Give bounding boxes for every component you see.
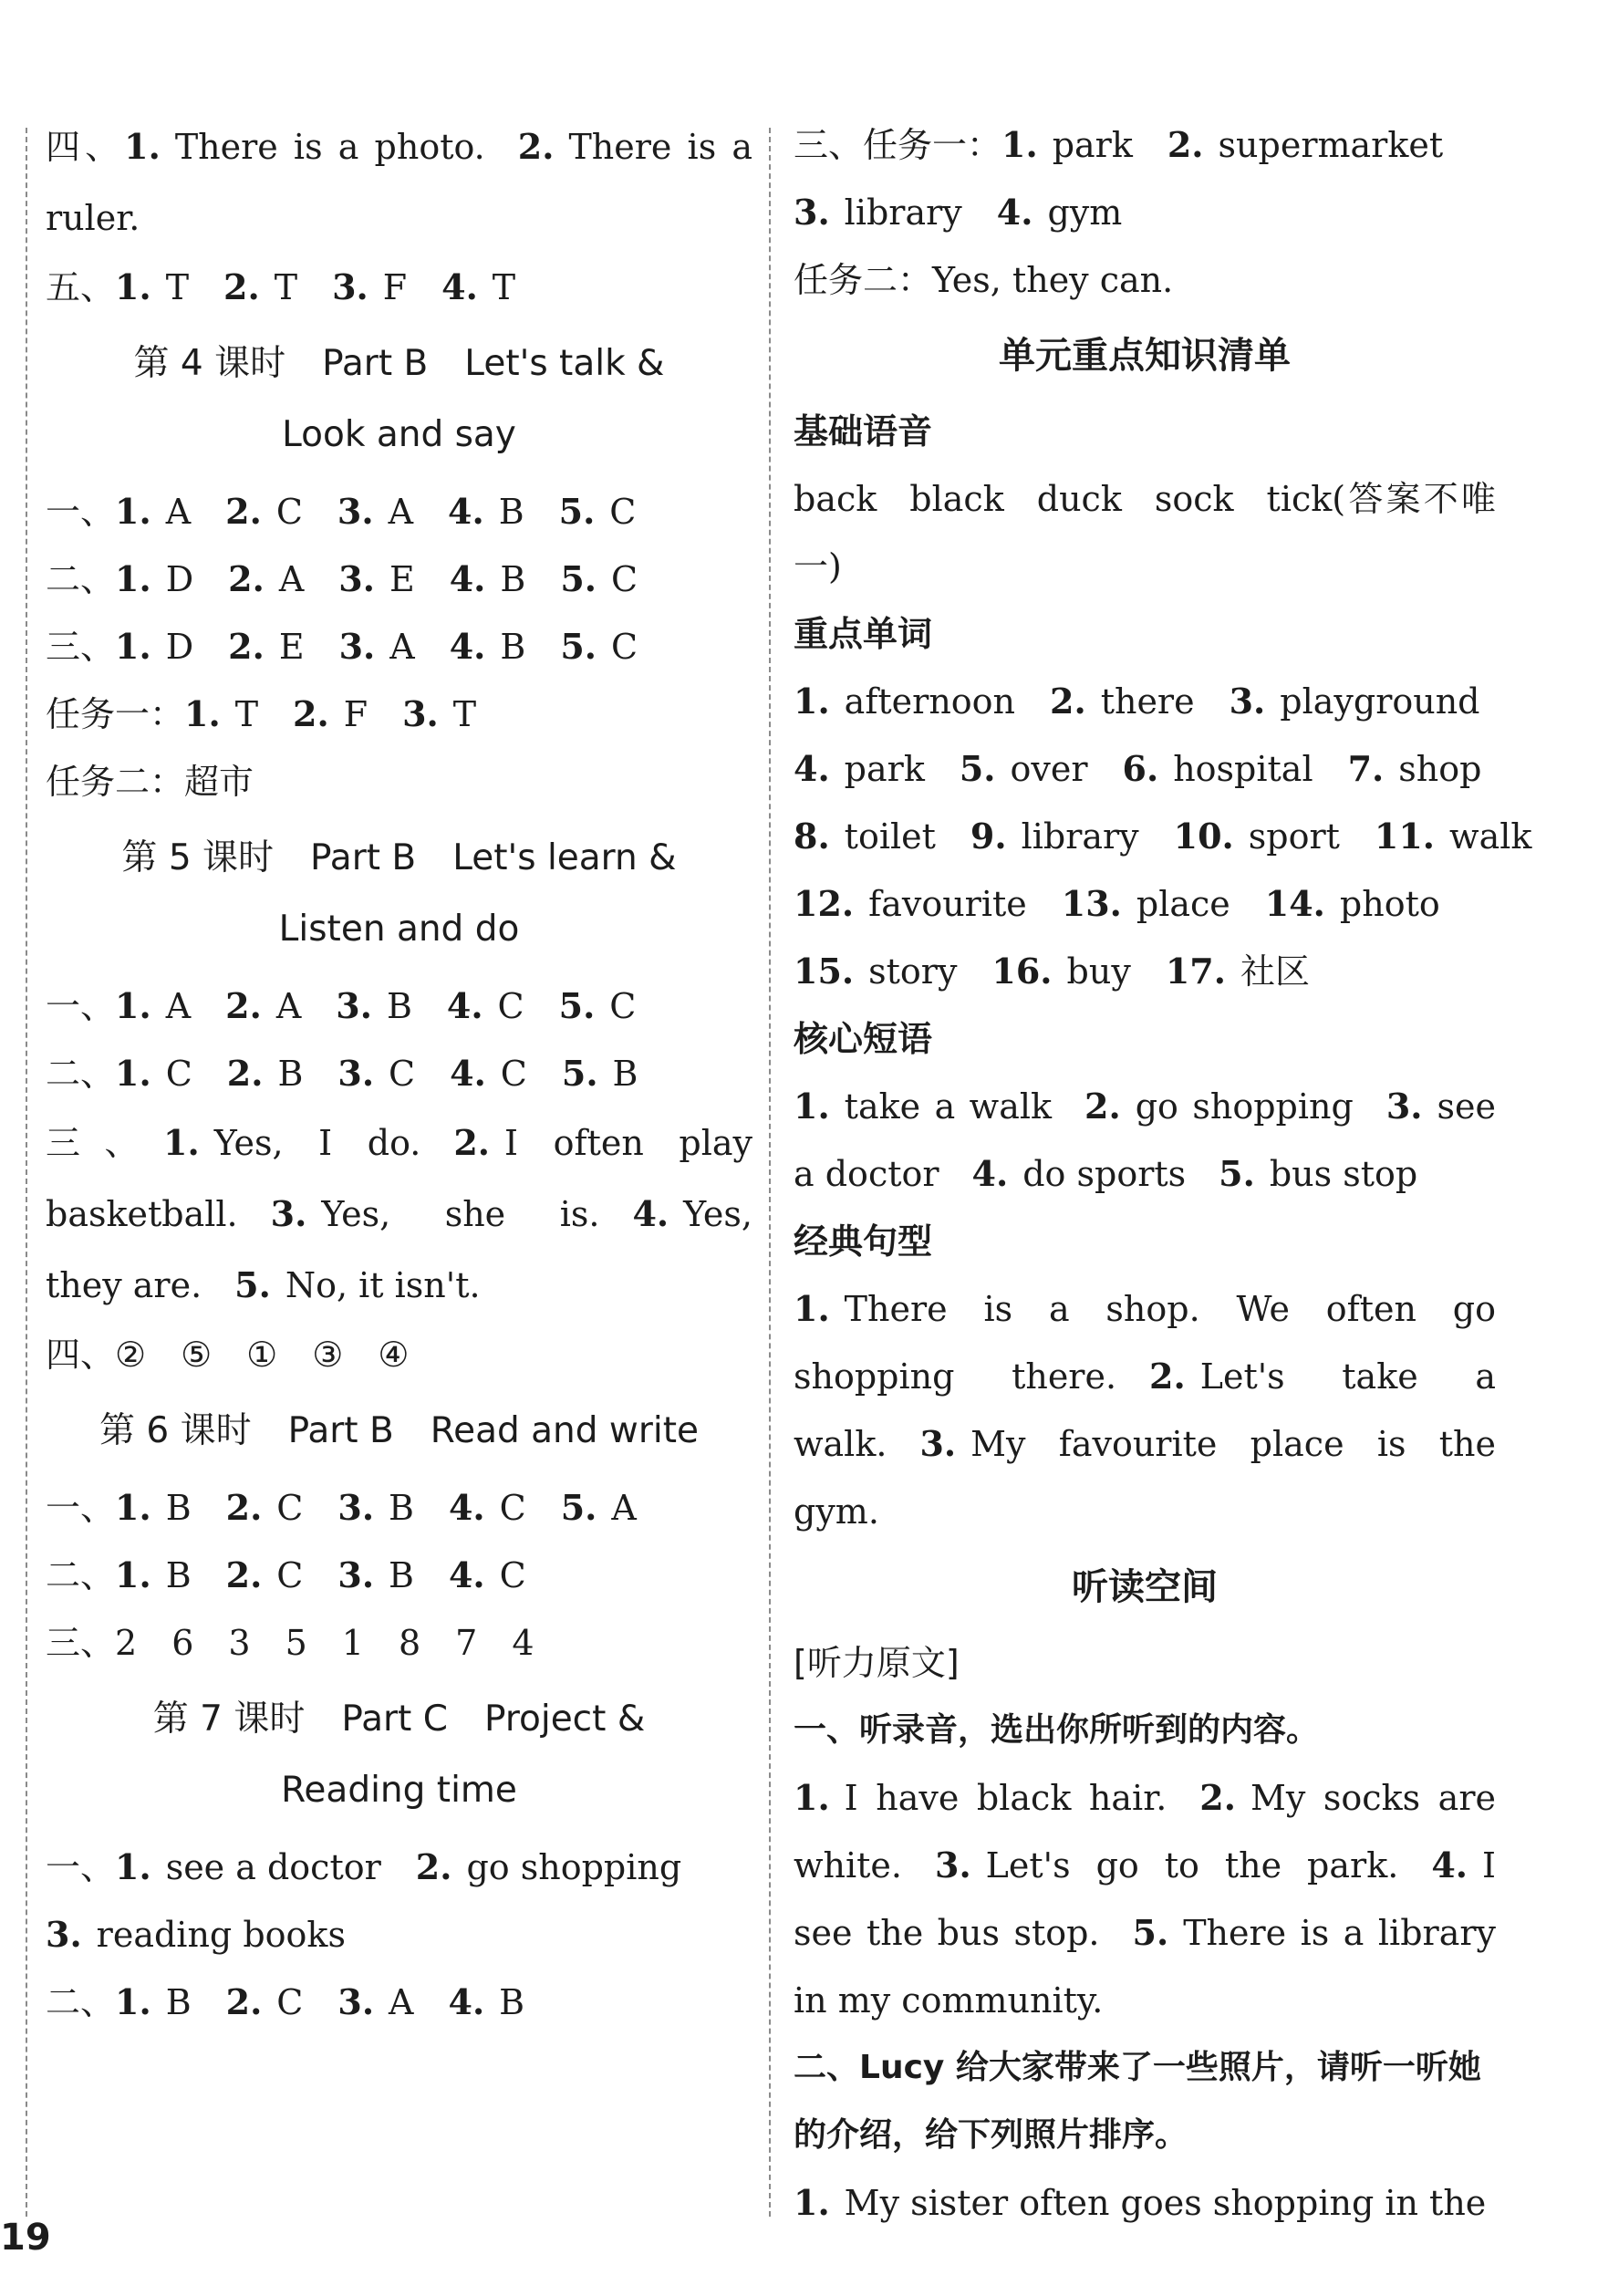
listening-title: 听读空间 <box>1072 1566 1218 1608</box>
lesson-heading-4: 第 4 课时 Part B Let's talk & Look and say <box>133 343 665 455</box>
lesson-heading-5: 第 5 课时 Part B Let's learn & Listen and do <box>121 837 677 950</box>
answer-row: 一、1. A 2. C 3. A 4. B 5. C <box>46 491 637 532</box>
answer-row: 3. library 4. gym <box>794 192 1123 233</box>
answer-row: 一、1. A 2. A 3. B 4. C 5. C <box>46 985 637 1026</box>
answer-row: 二、1. B 2. C 3. B 4. C <box>46 1554 526 1595</box>
question-2-script: 1. My sister often goes shopping in the <box>794 2182 1487 2223</box>
answer-row: 四、② ⑤ ① ③ ④ <box>46 1335 410 1375</box>
right-column <box>794 111 1532 2237</box>
answer-row-5: 五、1. T 2. T 3. F 4. T <box>46 266 516 307</box>
answer-text: There is a ruler. <box>46 127 752 238</box>
lesson-heading-6: 第 6 课时 Part B Read and write <box>99 1410 699 1451</box>
sentences-block: 1. There is a shop. We often go shopping there. 2. Let's take a walk. 3. My favourite place is the gym. <box>794 1288 1496 1532</box>
answer-block: 三、1. Yes, I do. 2. I often play basketball. 3. Yes, she is. 4. Yes, they are. 5. No, it isn't. <box>46 1122 752 1305</box>
unit-summary-title: 单元重点知识清单 <box>999 335 1291 377</box>
question-2-title: 二、Lucy 给大家带来了一些照片，请听一听她的介绍，给下列照片排序。 <box>794 2049 1481 2154</box>
vocab-row: 4. park 5. over 6. hospital 7. shop <box>794 748 1482 789</box>
vocab-heading: 重点单词 <box>794 614 933 654</box>
vocab-row: 8. toilet 9. library 10. sport 11. walk <box>794 816 1532 857</box>
question-1-title: 一、听录音，选出你所听到的内容。 <box>794 1711 1320 1749</box>
answer-row: 二、1. D 2. A 3. E 4. B 5. C <box>46 558 638 599</box>
answer-row: 一、1. B 2. C 3. B 4. C 5. A <box>46 1487 637 1528</box>
page-number: 19 <box>0 2217 51 2259</box>
answer-row: 二、1. C 2. B 3. C 4. C 5. B <box>46 1053 638 1094</box>
question-1-script: 1. I have black hair. 2. My socks are white. 3. Let's go to the park. 4. I see the bus stop. 5. There is a library in my community. <box>794 1777 1496 2021</box>
vocab-row: 1. afternoon 2. there 3. playground <box>794 680 1480 722</box>
section-label: 五、 <box>46 267 116 307</box>
answer-row: 任务一：1. T 2. F 3. T <box>46 693 477 734</box>
column-divider <box>769 128 771 2217</box>
section-label: 四、 <box>46 127 125 167</box>
vocab-row: 12. favourite 13. place 14. photo <box>794 883 1440 924</box>
answer-row: 三、任务一：1. park 2. supermarket <box>794 124 1444 165</box>
vocab-row: 15. story 16. buy 17. 社区 <box>794 951 1310 992</box>
answer-row: 二、1. B 2. C 3. A 4. B <box>46 1981 525 2022</box>
phrases-heading: 核心短语 <box>794 1019 933 1059</box>
answer-block-4: 四、1. There is a photo. 2. There is a ruler. <box>46 126 752 238</box>
lesson-heading-7: 第 7 课时 Part C Project & Reading time <box>152 1699 646 1811</box>
answer-row: 任务二：超市 <box>46 762 254 802</box>
sentences-heading: 经典句型 <box>794 1221 933 1262</box>
answer-row: 三、2 6 3 5 1 8 7 4 <box>46 1623 534 1663</box>
phonics-words: back black duck sock tick(答案不唯一) <box>794 479 1496 587</box>
phonics-heading: 基础语音 <box>794 411 933 452</box>
answer-text: There is a photo. <box>174 127 485 167</box>
left-column <box>46 111 752 2036</box>
left-dashed-rule <box>26 128 27 2217</box>
answer-row: 三、1. D 2. E 3. A 4. B 5. C <box>46 626 638 667</box>
answer-row: 3. reading books <box>46 1914 346 1955</box>
answer-row: 一、1. see a doctor 2. go shopping <box>46 1846 682 1887</box>
answer-row: 任务二：Yes, they can. <box>794 260 1174 300</box>
phrases-block: 1. take a walk 2. go shopping 3. see a doctor 4. do sports 5. bus stop <box>794 1086 1496 1194</box>
script-label: [听力原文] <box>794 1643 960 1683</box>
